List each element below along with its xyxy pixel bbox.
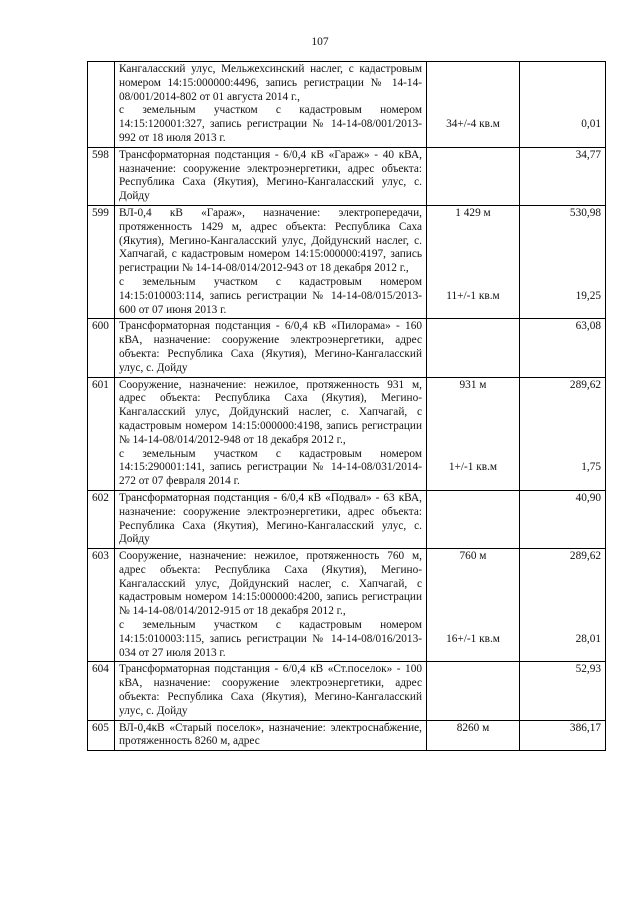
value-primary (524, 63, 601, 77)
quantity-cell (427, 62, 520, 148)
table-row (88, 147, 606, 205)
quantity-primary (431, 492, 515, 506)
description-paragraph: Кангаласский улус, Мельжехсинский наслег, с кадастровым номером 14:15:000000:4496, запись регистрации № 14-14-08/001/2014-802 от 01 августа 2014 г., (119, 63, 422, 103)
value-cell (520, 720, 606, 751)
quantity-cell (427, 205, 520, 318)
value-primary: 63,08 (575, 320, 601, 333)
value-cell (520, 662, 606, 720)
row-number: 600 (88, 319, 115, 377)
object-description (115, 147, 427, 205)
value-primary: 40,90 (575, 491, 601, 504)
description-paragraph: ВЛ-0,4кВ «Старый поселок», назначение: электроснабжение, протяженность 8260 м, адрес (119, 721, 422, 748)
quantity-cell (427, 490, 520, 548)
row-number: 599 (88, 205, 115, 318)
value-cell (520, 147, 606, 205)
value-primary: 530,98 (569, 206, 601, 219)
object-description (115, 319, 427, 377)
description-paragraph: Трансформаторная подстанция - 6/0,4 кВ «Пилорама» - 160 кВА, назначение: сооружение электроэнергетики, адрес объекта: Республика Саха (Якутия), Мегино-Кангаласский улус, с. Дойду (119, 320, 422, 374)
quantity-primary (431, 663, 515, 677)
object-description (115, 62, 427, 148)
table-row (88, 662, 606, 720)
object-description (115, 377, 427, 490)
quantity-land-plot: 1+/-1 кв.м (448, 461, 498, 474)
quantity-cell (427, 377, 520, 490)
value-cell (520, 205, 606, 318)
quantity-primary: 931 м (459, 378, 487, 391)
quantity-primary: 1 429 м (455, 206, 491, 219)
value-land-plot: 19,25 (575, 289, 601, 302)
description-paragraph: Сооружение, назначение: нежилое, протяженность 760 м, адрес объекта: Республика Саха (Якутия), Мегино-Кангаласский улус, Дойдунский наслег, с. Хапчагай, с кадастровым номером 14:15:000000:4200, запись регистрации № 14-14-08/014/2012-915 от 18 декабря 2012 г., (119, 550, 422, 618)
table-row (88, 549, 606, 662)
table-row (88, 490, 606, 548)
quantity-primary (431, 320, 515, 334)
value-cell (520, 62, 606, 148)
quantity-primary (431, 63, 515, 77)
value-primary: 34,77 (575, 148, 601, 161)
quantity-land-plot: 11+/-1 кв.м (446, 289, 500, 302)
property-registry-table (87, 61, 606, 751)
row-number: 602 (88, 490, 115, 548)
description-paragraph: с земельным участком с кадастровым номером 14:15:120001:327, запись регистрации № 14-14-08/001/2013-992 от 18 июля 2013 г. (119, 104, 422, 144)
description-paragraph: Трансформаторная подстанция - 6/0,4 кВ «Гараж» - 40 кВА, назначение: сооружение электроэнергетики, адрес объекта: Республика Саха (Якутия), Мегино-Кангаласский улус, с. Дойду (119, 148, 422, 203)
object-description (115, 720, 427, 751)
description-paragraph: Сооружение, назначение: нежилое, протяженность 931 м, адрес объекта: Республика Саха (Якутия), Мегино-Кангаласский улус, Дойдунский наслег, с. Хапчагай, с кадастровым номером 14:15:000000:4198, запись регистрации № 14-14-08/014/2012-948 от 18 декабря 2012 г., (119, 378, 422, 446)
description-paragraph: Трансформаторная подстанция - 6/0,4 кВ «Ст.поселок» - 100 кВА, назначение: сооружение электроэнергетики, адрес объекта: Республика Саха (Якутия), Мегино-Кангаласский улус, с. Дойду (119, 663, 422, 717)
row-number: 598 (88, 147, 115, 205)
quantity-primary: 8260 м (456, 721, 490, 734)
quantity-cell (427, 549, 520, 662)
value-land-plot: 0,01 (581, 117, 601, 130)
value-cell (520, 377, 606, 490)
value-primary: 52,93 (575, 663, 601, 676)
object-description (115, 662, 427, 720)
quantity-cell (427, 147, 520, 205)
description-paragraph: с земельным участком с кадастровым номером 14:15:010003:114, запись регистрации № 14-14-08/015/2013-600 от 07 июня 2013 г. (119, 275, 422, 316)
table-row (88, 205, 606, 318)
value-cell (520, 490, 606, 548)
quantity-primary (431, 149, 515, 163)
object-description (115, 549, 427, 662)
quantity-land-plot: 34+/-4 кв.м (446, 117, 500, 130)
table-row (88, 62, 606, 148)
value-primary: 289,62 (569, 550, 601, 563)
value-cell (520, 549, 606, 662)
object-description (115, 205, 427, 318)
row-number: 605 (88, 720, 115, 751)
row-number: 601 (88, 377, 115, 490)
table-row (88, 720, 606, 751)
description-paragraph: с земельным участком с кадастровым номером 14:15:010003:115, запись регистрации № 14-14-08/016/2013-034 от 27 июля 2013 г. (119, 619, 422, 659)
quantity-land-plot: 16+/-1 кв.м (446, 632, 500, 645)
quantity-cell (427, 319, 520, 377)
table-row (88, 377, 606, 490)
value-land-plot: 28,01 (575, 632, 601, 645)
page-number: 107 (311, 36, 329, 48)
quantity-cell (427, 720, 520, 751)
table-row (88, 319, 606, 377)
description-paragraph: с земельным участком с кадастровым номером 14:15:290001:141, запись регистрации № 14-14-08/031/2014-272 от 07 февраля 2014 г. (119, 447, 422, 488)
value-land-plot: 1,75 (581, 461, 601, 474)
row-number (88, 62, 115, 148)
value-primary: 386,17 (569, 721, 601, 734)
row-number: 603 (88, 549, 115, 662)
quantity-primary: 760 м (459, 550, 487, 563)
quantity-cell (427, 662, 520, 720)
row-number: 604 (88, 662, 115, 720)
object-description (115, 490, 427, 548)
description-paragraph: ВЛ-0,4 кВ «Гараж», назначение: электропередачи, протяженность 1429 м, адрес объекта: Республика Саха (Якутия), Мегино-Кангаласский улус, Дойдунский наслег, с. Хапчагай, с кадастровым номером 14:15:000000:4197, запись регистрации № 14-14-08/014/2012-943 от 18 декабря 2012 г., (119, 206, 422, 275)
description-paragraph: Трансформаторная подстанция - 6/0,4 кВ «Подвал» - 63 кВА, назначение: сооружение электроэнергетики, адрес объекта: Республика Саха (Якутия), Мегино-Кангаласский улус, с. Дойду (119, 491, 422, 546)
value-primary: 289,62 (569, 378, 601, 391)
value-cell (520, 319, 606, 377)
